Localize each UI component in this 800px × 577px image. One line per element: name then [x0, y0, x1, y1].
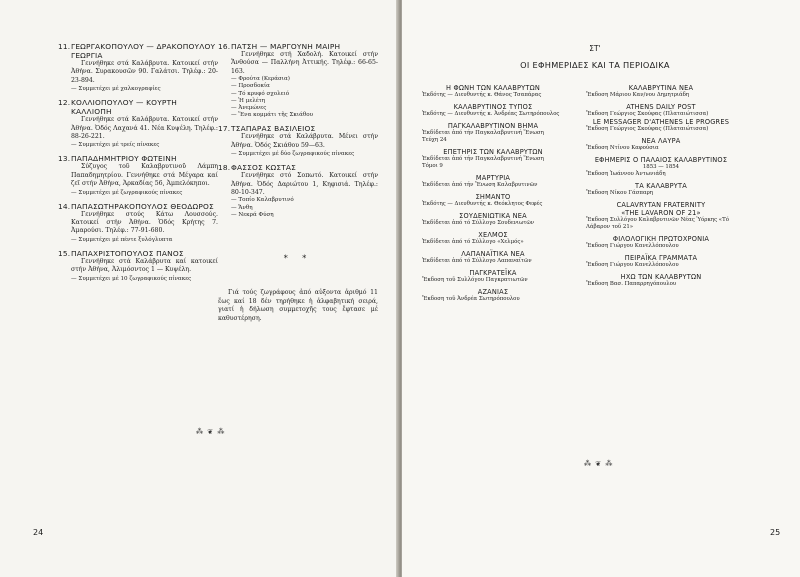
artist-name: ΠΑΠΑΧΡΙΣΤΟΠΟΥΛΟΣ ΠΑΝΟΣ: [71, 248, 184, 258]
artist-entry: [58, 154, 218, 196]
publication-entry: [586, 254, 736, 269]
artist-number: 15.: [58, 248, 71, 258]
artist-name: ΓΕΩΡΓΑΚΟΠΟΥΛΟΥ — ΔΡΑΚΟΠΟΥΛΟΥ ΓΕΩΡΓΙΑ: [71, 42, 216, 60]
artist-number: 18.: [218, 163, 231, 173]
artist-participation: — Συμμετέχει μέ χαλκογραφίες: [58, 85, 218, 93]
publication-detail: Ἐκδότης — Διευθυντής κ. Θάνος Τσαπάρας: [422, 92, 542, 98]
artist-number: 12.: [58, 98, 71, 108]
publication-title: ATHENS DAILY POST: [626, 103, 696, 111]
left-page: [0, 0, 398, 577]
artist-bio: Γεννήθηκε στή Χαδολή. Κατοικεί στήν Ἄνθούσα — Παλλήνη Ἀττικής. Τηλέφ.: 66-65-163.: [231, 51, 378, 75]
publication-detail: Ἐκδότης — Διευθυντής κ. Ἀνδρέας Σωτηρόπουλος: [422, 111, 560, 117]
artist-participation: — Συμμετέχει μέ ζωγραφικούς πίνακες: [58, 189, 218, 197]
publication-detail: Ἔκδοση Γιώργου Κανελλόπουλου: [586, 243, 679, 249]
artist-participation: — Συμμετέχει μέ δύο ζωγραφικούς πίνακες: [218, 150, 378, 158]
publication-detail: LE MESSAGER D'ATHENES LE PROGRES: [592, 118, 730, 126]
publication-title: Η ΦΩΝΗ ΤΩΝ ΚΑΛΑΒΡΥΤΩΝ: [446, 84, 540, 92]
publication-entry: [422, 269, 564, 284]
publication-entry: [422, 103, 564, 118]
publication-title: ΜΑΡΤΥΡΙΑ: [475, 174, 511, 182]
publication-title: ΕΦΗΜΕΡΙΣ Ο ΠΑΛΑΙΟΣ ΚΑΛΑΒΡΥΤΙΝΟΣ: [594, 156, 728, 164]
artwork-title: — Τοπίο Καλαβρυτινό: [218, 197, 378, 204]
publication-entry: [422, 288, 564, 303]
artist-heading: [218, 42, 378, 51]
artist-name: ΤΣΑΠΑΡΑΣ ΒΑΣΙΛΕΙΟΣ: [231, 124, 316, 134]
artist-participation: — Συμμετέχει μέ πέντε ξυλόγλυπτα: [58, 236, 218, 244]
publication-title: ΝΕΑ ΛΑΥΡΑ: [641, 137, 681, 145]
artist-number: 14.: [58, 201, 71, 211]
publication-title: ΣΟΥΔΕΝΙΩΤΙΚΑ ΝΕΑ: [459, 212, 527, 220]
artist-entry: [58, 42, 218, 93]
artwork-title: — Φρούτα (Κεράσια): [218, 76, 378, 83]
artist-number: 11.: [58, 42, 71, 51]
artist-number: 13.: [58, 154, 71, 164]
right-column-1: [422, 80, 564, 306]
artist-bio: Σύζυγος τοῦ Καλαβρυτινοῦ Λάμπη Παπαδημητρίου. Γεννήθηκε στά Μέγαρα καί ζεῖ στήν Ἀθήνα, Ἀρκαδίας 56, Ἀμπελόκηποι.: [71, 163, 218, 188]
publication-title: ΑΖΑΝΙΑΣ: [477, 288, 509, 296]
publication-detail: Ἐκδότης — Διευθυντής κ. Θεόκλητος Φεφές: [422, 201, 543, 207]
publication-title: ΚΑΛΑΒΡΥΤΙΝΑ ΝΕΑ: [628, 84, 694, 92]
artist-name: ΠΑΤΣΗ — ΜΑΡΓΟΥΝΗ ΜΑΙΡΗ: [231, 42, 341, 51]
publication-entry: [422, 174, 564, 189]
publication-detail: Ἔκδοση Γεώργιος Σκούφας (Πλαταιώτισσα): [586, 111, 709, 117]
publication-entry: [586, 156, 736, 178]
artist-bio: Γεννήθηκε στά Καλάβρυτα. Κατοικεί στήν Ἀθήνα. Ὁδός Λαχανά 41. Νέα Κυψέλη. Τηλέφ.: 88-26-221.: [71, 116, 218, 141]
publication-detail: Ἐκδίδεται ἀπό τό Σύλλογο Λαπαναϊτῶν: [422, 258, 532, 264]
right-column-2: [586, 80, 736, 291]
artist-heading: [218, 124, 378, 133]
artwork-title: — Τό κρυφό σχολειό: [218, 91, 378, 98]
publication-entry: [422, 122, 564, 144]
artist-entry: [58, 98, 218, 149]
publication-title: ΕΠΕΤΗΡΙΣ ΤΩΝ ΚΑΛΑΒΡΥΤΩΝ: [443, 148, 543, 156]
publication-entry: [586, 273, 736, 288]
artwork-title: — Ἀνεμώνες: [218, 105, 378, 112]
publication-detail: «THE LAVARON OF 21»: [621, 209, 701, 217]
section-label: ΣΤ': [589, 44, 601, 53]
artist-heading: [58, 202, 218, 211]
artist-heading: [58, 154, 218, 163]
publication-title: ΚΑΛΑΒΡΥΤΙΝΟΣ ΤΥΠΟΣ: [453, 103, 533, 111]
publication-entry: [422, 250, 564, 265]
publication-detail: 1853 — 1854: [642, 164, 680, 170]
publication-title: ΣΗΜΑΝΤΟ: [475, 193, 511, 201]
publication-detail: Τόμοι 9: [422, 163, 443, 169]
section-title: ΟΙ ΕΦΗΜΕΡΙΔΕΣ ΚΑΙ ΤΑ ΠΕΡΙΟΔΙΚΑ: [520, 60, 670, 70]
artist-entry: [218, 124, 378, 158]
publication-title: ΤΑ ΚΑΛΑΒΡΥΤΑ: [635, 182, 687, 190]
publication-detail: Ἔκδοση τοῦ Συλλόγου Παγκρατιωτῶν: [422, 277, 528, 283]
artist-heading: [58, 98, 218, 116]
artist-entry: [218, 42, 378, 119]
publication-title: ΦΙΛΟΛΟΓΙΚΗ ΠΡΩΤΟΧΡΟΝΙΑ: [612, 235, 710, 243]
artist-name: ΦΑΣΣΟΣ ΚΩΣΤΑΣ: [231, 163, 297, 173]
publication-title: ΠΕΙΡΑΪΚΑ ΓΡΑΜΜΑΤΑ: [624, 254, 698, 262]
publication-title: ΠΑΓΚΑΛΑΒΡΥΤΙΝΟΝ ΒΗΜΑ: [447, 122, 539, 130]
publication-detail: Ἔκδοση Ντίνου Καφούσια: [586, 145, 659, 151]
artist-heading: [58, 42, 218, 60]
artist-entry: [58, 202, 218, 244]
separator-stars: * *: [283, 254, 313, 264]
publication-detail: Ἐκδίδεται ἀπό τήν Ἕνωση Καλαβρυτινῶν: [422, 182, 538, 188]
artwork-title: — Ἄνθη: [218, 205, 378, 212]
publication-entry: [586, 137, 736, 152]
publication-detail: Ἐκδίδεται ἀπό τήν Παγκαλαβρυτινή Ἕνωση: [422, 156, 544, 162]
ornament-right: ⁂ ❦ ⁂: [584, 460, 614, 468]
artist-entry: [58, 249, 218, 283]
publication-title: ΛΑΠΑΝΑΪΤΙΚΑ ΝΕΑ: [461, 250, 525, 258]
publication-detail: Ἔκδοση τοῦ Ἀνδρέα Σωτηρόπουλου: [422, 296, 520, 302]
left-column-2: [218, 42, 378, 323]
publication-entry: [586, 182, 736, 197]
artist-number: 17.: [218, 124, 231, 134]
publication-entry: [422, 193, 564, 208]
publication-detail: Ἔκδοση Γιώργου Κανελλόπουλου: [586, 262, 679, 268]
publication-entry: [422, 231, 564, 246]
artist-bio: Γεννήθηκε στά Καλάβρυτα. Μένει στήν Ἀθήνα. Ὁδός Σκιάθου 59—63.: [231, 133, 378, 149]
publication-title: ΠΑΓΚΡΑΤΕΪΚΑ: [469, 269, 517, 277]
publication-entry: [586, 201, 736, 231]
artist-entry: [218, 163, 378, 219]
publication-detail: Ἐκδίδεται ἀπό τήν Παγκαλαβρυτινή Ἕνωση: [422, 130, 544, 136]
artwork-title: — Ἕνα κομμάτι τῆς Σκιάθου: [218, 112, 378, 119]
page-number-right: 25: [770, 528, 781, 537]
publication-entry: [422, 148, 564, 170]
artist-bio: Γεννήθηκε στά Καλάβρυτα. Κατοικεί στήν Ἀθήνα. Συρακουσῶν 90. Γαλάτσι. Τηλέφ.: 20-23-894.: [71, 60, 218, 84]
artist-participation: — Συμμετέχει μέ τρείς πίνακες: [58, 141, 218, 149]
artist-name: ΠΑΠΑΣΩΤΗΡΑΚΟΠΟΥΛΟΣ ΘΕΟΔΩΡΟΣ: [71, 201, 214, 211]
publication-detail: Ἔκδοση Συλλόγου Καλαβρυτινῶν Νέας Ὑόρκης «Τό Λάβαρον τοῦ 21»: [586, 217, 729, 230]
publication-entry: [586, 84, 736, 99]
artist-bio: Γεννήθηκε στούς Κάτω Λουσσούς. Κατοικεί στήν Ἀθήνα. Ὁδός Κρήτης 7. Ἀμαρούσι. Τηλέφ.: 77-91-680.: [71, 210, 218, 235]
publication-detail: Ἔκδοση Βασ. Παπαρρηγόπουλου: [586, 281, 677, 287]
publication-title: CALAVRYTAN FRATERNITY: [616, 201, 706, 209]
publication-detail: Ἐκδίδεται ἀπό τό Σύλλογο Σουδενιωτῶν: [422, 220, 535, 226]
artwork-title: — Ἡ μελέτη: [218, 98, 378, 105]
artist-bio: Γεννήθηκε στά Καλάβρυτα καί κατοικεί στήν Ἀθήνα, Ἀλιμόσντος 1 — Κυψέλη.: [71, 257, 218, 274]
artist-number: 16.: [218, 42, 231, 51]
artist-bio: Γεννήθηκε στό Σοπωτό. Κατοικεί στήν Ἀθήνα. Ὁδός Δαριώτου 1, Κηφισιά. Τηλέφ.: 80-10-347.: [231, 172, 378, 197]
ornament-left: ⁂ ❦ ⁂: [196, 428, 226, 436]
publication-detail: Ἔκδοση Γεώργιος Σκούφας (Πλαταιώτισσα): [586, 126, 709, 132]
publication-detail: Ἐκδίδεται ἀπό τό Σύλλογο «Χελμός»: [422, 239, 524, 245]
artist-heading: [58, 249, 218, 258]
publication-entry: [422, 212, 564, 227]
publication-detail: Ἔκδοση Μάριου Καν/νου Δημητριάδη: [586, 92, 690, 98]
artwork-title: — Προσδοκία: [218, 83, 378, 90]
artist-name: ΠΑΠΑΔΗΜΗΤΡΙΟΥ ΦΩΤΕΙΝΗ: [71, 154, 177, 164]
publication-detail: Τεύχη 24: [422, 137, 447, 143]
publication-title: ΗΧΩ ΤΩΝ ΚΑΛΑΒΡΥΤΩΝ: [620, 273, 702, 281]
publication-title: ΧΕΛΜΟΣ: [478, 231, 508, 239]
left-column-1: [58, 42, 218, 288]
publication-detail: Ἔκδοση Νίκου Γάσπαρη: [586, 190, 653, 196]
publication-detail: Ἔκδοση Ἰωάννου Ἀντωνιάδη: [586, 171, 666, 177]
artwork-title: — Νεκρά Φύση: [218, 212, 378, 219]
artist-name: ΚΟΛΛΙΟΠΟΥΛΟΥ — ΚΟΥΡΤΗ ΚΑΛΛΙΟΠΗ: [71, 98, 178, 117]
publication-entry: [422, 84, 564, 99]
artist-heading: [218, 163, 378, 172]
page-number-left: 24: [33, 528, 44, 537]
closing-note: Γιά τούς ζωγράφους ἀπό αὐξοντα ἀριθμό 11 ἕως καί 18 δέν τηρήθηκε ἡ ἀλφαβητική σειρά, γιατί ἡ δήλωση συμμετοχῆς τους ἔφτασε μέ καθυστέρηση.: [218, 289, 378, 322]
publication-entry: [586, 103, 736, 133]
publication-entry: [586, 235, 736, 250]
artist-participation: — Συμμετέχει μέ 10 ζωγραφικούς πίνακες: [58, 275, 218, 283]
